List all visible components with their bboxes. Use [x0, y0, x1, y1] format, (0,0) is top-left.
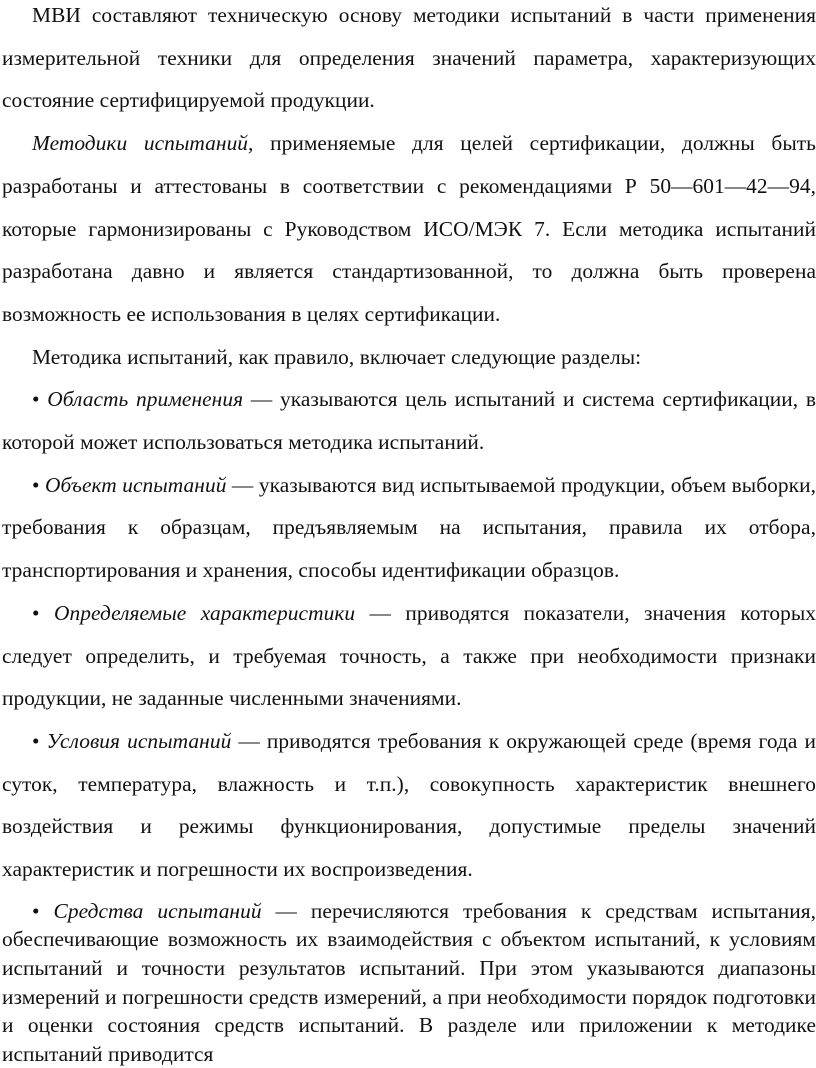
term-test-methods: Методики испытаний,: [32, 131, 254, 156]
list-item-test-equipment: [2, 897, 816, 1068]
list-item-test-object: [2, 464, 816, 592]
list-item-text: — приводятся требования к окружающей среде (время года и суток, температура, влажность и т.п.), совокупность характеристик внешнего воздействия и режимы функционирования, допустимые пределы значений характеристик и погрешности их воспроизведения.: [2, 728, 816, 882]
list-item-text: — перечисляются требования к средствам испытания, обеспечивающие возможность их взаимодействия с объектом испытаний, к условиям испытаний и точности результатов испытаний. При этом указываются диапазоны измерений и погрешности средств измерений, а при необходимости порядок подготовки и оценки состояния средств испытаний. В разделе или приложении к методике испытаний приводится: [2, 898, 816, 1066]
list-item-characteristics: [2, 592, 816, 720]
term-characteristics: Определяемые характеристики: [53, 600, 356, 625]
term-test-conditions: Условия испытаний: [46, 728, 232, 753]
list-item-text: — приводятся показатели, значения которых следует определить, и требуемая точность, а также при необходимости признаки продукции, не заданные численными значениями.: [2, 600, 816, 711]
bullet-icon: •: [32, 898, 40, 923]
term-scope: Область применения: [47, 387, 244, 412]
bullet-icon: •: [32, 472, 40, 497]
paragraph-sections-intro: [2, 336, 816, 379]
list-item-test-conditions: [2, 720, 816, 891]
list-item-scope: [2, 378, 816, 463]
paragraph-text: применяемые для целей сертификации, должны быть разработаны и аттестованы в соответствии с рекомендациями Р 50—601—42—94, которые гармонизированы с Руководством ИСО/МЭК 7. Если методика испытаний разработана давно и является стандартизованной, то должна быть проверена возможность ее использования в целях сертификации.: [2, 131, 816, 326]
paragraph-text: Методика испытаний, как правило, включает следующие разделы:: [32, 344, 642, 369]
paragraph-test-methods: [2, 122, 816, 336]
paragraph-mvi: [2, 0, 816, 122]
bullet-icon: •: [32, 387, 40, 412]
bullet-icon: •: [32, 728, 40, 753]
list-item-text: — указываются вид испытываемой продукции, объем выборки, требования к образцам, предъявляемым на испытания, правила их отбора, транспортирования и хранения, способы идентификации образцов.: [2, 472, 816, 583]
bullet-icon: •: [32, 600, 40, 625]
term-test-object: Объект испытаний: [45, 472, 227, 497]
paragraph-text: МВИ составляют техническую основу методики испытаний в части применения измерительной техники для определения значений параметра, характеризующих состояние сертифицируемой продукции.: [2, 3, 816, 113]
term-test-equipment: Средства испытаний: [53, 898, 262, 923]
list-item-text: — указываются цель испытаний и система сертификации, в которой может использоваться методика испытаний.: [2, 387, 816, 455]
